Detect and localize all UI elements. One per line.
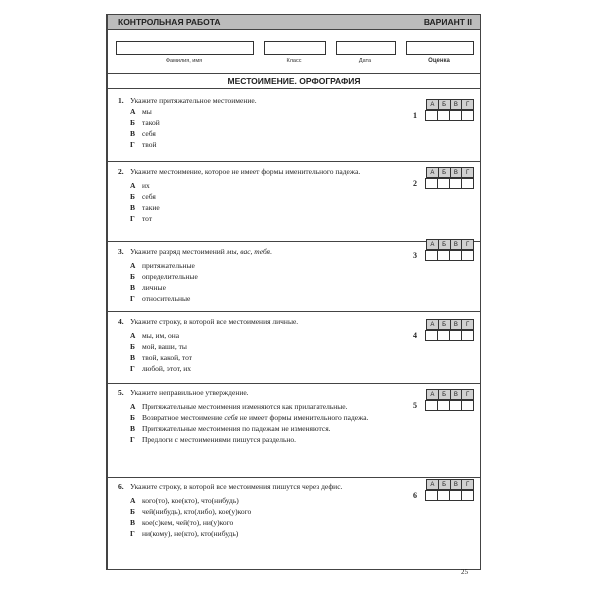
- option-c: [118, 282, 408, 293]
- option-letter: Г: [130, 435, 135, 444]
- question-number: 2.: [118, 167, 124, 176]
- option-letter: А: [130, 107, 136, 116]
- option-letter: В: [130, 424, 136, 433]
- answer-box-3: [413, 239, 474, 261]
- answer-box-4: [413, 319, 474, 341]
- answer-header-d: Г: [461, 239, 474, 250]
- option-text-italic: себя: [224, 413, 238, 422]
- option-a: [118, 401, 408, 412]
- option-b: [118, 117, 408, 128]
- option-b: [118, 506, 408, 517]
- option-letter: Б: [130, 507, 135, 516]
- option-text: притяжательные: [142, 261, 195, 270]
- option-text: такие: [142, 203, 160, 212]
- question-number: 4.: [118, 317, 124, 326]
- option-letter: В: [130, 518, 136, 527]
- option-c: [118, 202, 408, 213]
- option-text: Притяжательные местоимения по падежам не изменяются.: [142, 424, 331, 433]
- section-title: МЕСТОИМЕНИЕ. ОРФОГРАФИЯ: [108, 73, 480, 89]
- option-d: [118, 213, 408, 224]
- option-letter: А: [130, 261, 136, 270]
- option-a: [118, 106, 408, 117]
- header-title: КОНТРОЛЬНАЯ РАБОТА: [118, 17, 221, 27]
- option-c: [118, 128, 408, 139]
- name-field[interactable]: [116, 41, 254, 55]
- answer-header-a: А: [426, 99, 439, 110]
- stem-text: Укажите разряд местоимений: [130, 247, 227, 256]
- answer-header-b: Б: [438, 167, 451, 178]
- answer-cell[interactable]: [461, 330, 474, 341]
- option-d: [118, 528, 408, 539]
- option-text: такой: [142, 118, 160, 127]
- option-text: Притяжательные местоимения изменяются как прилагательные.: [142, 402, 348, 411]
- question-number: 1.: [118, 96, 124, 105]
- answer-box-1: [413, 99, 474, 121]
- option-letter: А: [130, 402, 136, 411]
- class-label: Класс: [286, 58, 302, 64]
- option-letter: А: [130, 496, 136, 505]
- question-stem: [130, 247, 272, 256]
- answer-header-d: Г: [461, 99, 474, 110]
- question-stem: Укажите строку, в которой все местоимения пишутся через дефис.: [130, 482, 343, 491]
- worksheet-page: [106, 14, 484, 582]
- option-a: [118, 260, 408, 271]
- answer-box-5: [413, 389, 474, 411]
- grade-label: Оценка: [428, 58, 450, 64]
- question-number: 5.: [118, 388, 124, 397]
- question-5: [118, 387, 408, 445]
- answer-header-a: А: [426, 389, 439, 400]
- answer-header-c: В: [450, 479, 463, 490]
- answer-box-6: [413, 479, 474, 501]
- option-c: [118, 423, 408, 434]
- name-label: Фамилия, имя: [165, 58, 203, 64]
- option-text: определительные: [142, 272, 198, 281]
- option-letter: Г: [130, 214, 135, 223]
- question-stem: Укажите неправильное утверждение.: [130, 388, 249, 397]
- answer-header-b: Б: [438, 99, 451, 110]
- option-text: не имеет формы именительного падежа.: [237, 413, 369, 422]
- question-number: 6.: [118, 482, 124, 491]
- worksheet-frame: [106, 14, 481, 570]
- option-b: [118, 271, 408, 282]
- answer-header-c: В: [450, 389, 463, 400]
- option-text: относительные: [142, 294, 191, 303]
- answer-header-b: Б: [438, 389, 451, 400]
- stem-text: .: [270, 247, 272, 256]
- answer-cell[interactable]: [461, 490, 474, 501]
- date-label: Дата: [358, 58, 372, 64]
- option-d: [118, 434, 408, 445]
- answer-number: 5: [413, 401, 417, 410]
- option-letter: В: [130, 283, 136, 292]
- option-d: [118, 363, 408, 374]
- answer-header-b: Б: [438, 479, 451, 490]
- option-text: кого(то), кое(кто), что(нибудь): [142, 496, 239, 505]
- answer-header-a: А: [426, 479, 439, 490]
- answer-number: 3: [413, 251, 417, 260]
- option-letter: Б: [130, 342, 135, 351]
- option-letter: А: [130, 181, 136, 190]
- option-d: [118, 293, 408, 304]
- option-text: себя: [142, 192, 156, 201]
- page-number: 25: [461, 568, 468, 576]
- divider: [108, 241, 480, 242]
- divider: [108, 311, 480, 312]
- option-letter: Г: [130, 364, 135, 373]
- option-text: себя: [142, 129, 156, 138]
- option-text: их: [142, 181, 150, 190]
- option-text: твой: [142, 140, 157, 149]
- option-b: [118, 191, 408, 202]
- question-stem: Укажите местоимение, которое не имеет формы именительного падежа.: [130, 167, 361, 176]
- question-1: [118, 95, 408, 150]
- divider: [108, 161, 480, 162]
- option-letter: В: [130, 353, 136, 362]
- option-text: тот: [142, 214, 153, 223]
- answer-header-c: В: [450, 99, 463, 110]
- option-text: Предлоги с местоимениями пишутся раздельно.: [142, 435, 297, 444]
- answer-number: 2: [413, 179, 417, 188]
- option-text: ни(кому), не(кто), кто(нибудь): [142, 529, 239, 538]
- answer-header-d: Г: [461, 479, 474, 490]
- question-4: [118, 316, 408, 374]
- option-text: личные: [142, 283, 166, 292]
- question-3: [118, 246, 408, 304]
- answer-header-d: Г: [461, 389, 474, 400]
- header-bar: [108, 15, 480, 30]
- date-field[interactable]: [336, 41, 396, 55]
- stem-italic: мы, вас, тебя: [226, 247, 271, 256]
- answer-header-b: Б: [438, 239, 451, 250]
- option-b: [118, 412, 408, 423]
- option-text: чей(нибудь), кто(либо), кое(у)кого: [142, 507, 252, 516]
- answer-header-a: А: [426, 239, 439, 250]
- answer-cell[interactable]: [461, 110, 474, 121]
- answer-header-d: Г: [461, 167, 474, 178]
- divider: [108, 383, 480, 384]
- option-d: [118, 139, 408, 150]
- answer-header-c: В: [450, 167, 463, 178]
- answer-cell[interactable]: [461, 250, 474, 261]
- answer-cell[interactable]: [461, 178, 474, 189]
- question-6: [118, 481, 408, 539]
- option-letter: Г: [130, 529, 135, 538]
- divider: [108, 477, 480, 478]
- question-stem: Укажите строку, в которой все местоимения личные.: [130, 317, 299, 326]
- option-a: [118, 330, 408, 341]
- option-text: любой, этот, их: [142, 364, 191, 373]
- class-field[interactable]: [264, 41, 326, 55]
- answer-header-a: А: [426, 167, 439, 178]
- option-b: [118, 341, 408, 352]
- option-letter: Б: [130, 272, 135, 281]
- option-c: [118, 517, 408, 528]
- option-letter: Б: [130, 118, 135, 127]
- option-c: [118, 352, 408, 363]
- answer-header-b: Б: [438, 319, 451, 330]
- option-a: [118, 495, 408, 506]
- option-text: мы, им, она: [142, 331, 180, 340]
- option-letter: Б: [130, 413, 135, 422]
- answer-header-d: Г: [461, 319, 474, 330]
- answer-header-a: А: [426, 319, 439, 330]
- answer-header-c: В: [450, 239, 463, 250]
- option-text: Возвратное местоимение: [142, 413, 225, 422]
- question-number: 3.: [118, 247, 124, 256]
- grade-field[interactable]: [406, 41, 474, 55]
- option-text: твой, какой, тот: [142, 353, 193, 362]
- option-text: мы: [142, 107, 152, 116]
- option-text: кое(с)кем, чей(то), ни(у)кого: [142, 518, 234, 527]
- answer-header-c: В: [450, 319, 463, 330]
- option-letter: В: [130, 129, 136, 138]
- option-letter: А: [130, 331, 136, 340]
- option-a: [118, 180, 408, 191]
- answer-cell[interactable]: [461, 400, 474, 411]
- question-stem: Укажите притяжательное местоимение.: [130, 96, 257, 105]
- answer-box-2: [413, 167, 474, 189]
- header-variant: ВАРИАНТ II: [423, 17, 472, 27]
- option-letter: В: [130, 203, 136, 212]
- option-text: мой, ваши, ты: [142, 342, 187, 351]
- question-2: [118, 166, 408, 224]
- option-letter: Г: [130, 294, 135, 303]
- answer-number: 4: [413, 331, 417, 340]
- option-letter: Г: [130, 140, 135, 149]
- answer-number: 6: [413, 491, 417, 500]
- answer-number: 1: [413, 111, 417, 120]
- option-letter: Б: [130, 192, 135, 201]
